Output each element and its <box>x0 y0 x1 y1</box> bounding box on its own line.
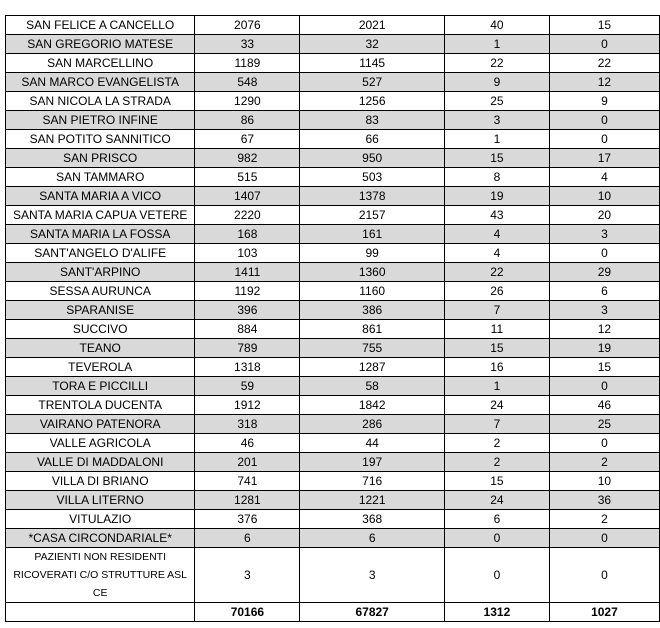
table-row <box>6 263 660 282</box>
value-cell-v2: 58 <box>300 377 445 396</box>
municipality-cell: VALLE DI MADDALONI <box>6 453 195 472</box>
table-row <box>6 548 660 603</box>
value-cell-v1: 376 <box>195 510 300 529</box>
value-cell-v4: 22 <box>549 54 659 73</box>
value-cell-v1: 2076 <box>195 16 300 35</box>
value-cell-v2: 1378 <box>300 187 445 206</box>
table-row <box>6 491 660 510</box>
value-cell-v4: 0 <box>549 244 659 263</box>
value-cell-v3: 2 <box>444 453 549 472</box>
municipality-cell: SANTA MARIA LA FOSSA <box>6 225 195 244</box>
value-cell-v4: 0 <box>549 529 659 548</box>
value-cell-v4: 29 <box>549 263 659 282</box>
table-row <box>6 73 660 92</box>
value-cell-v2: 286 <box>300 415 445 434</box>
value-cell-v4: 12 <box>549 320 659 339</box>
value-cell-v3: 1 <box>444 35 549 54</box>
table-row <box>6 282 660 301</box>
value-cell-v4: 10 <box>549 187 659 206</box>
value-cell-v2: 1842 <box>300 396 445 415</box>
value-cell-v3: 15 <box>444 472 549 491</box>
value-cell-v2: 99 <box>300 244 445 263</box>
table-row <box>6 244 660 263</box>
table-row <box>6 377 660 396</box>
table-row <box>6 225 660 244</box>
value-cell-v2: 67827 <box>300 603 445 622</box>
value-cell-v3: 26 <box>444 282 549 301</box>
value-cell-v4: 3 <box>549 225 659 244</box>
table-row <box>6 92 660 111</box>
municipality-cell: SPARANISE <box>6 301 195 320</box>
municipality-cell: VILLA LITERNO <box>6 491 195 510</box>
municipality-cell: PAZIENTI NON RESIDENTI RICOVERATI C/O STRUTTURE ASL CE <box>6 548 195 603</box>
value-cell-v2: 1160 <box>300 282 445 301</box>
value-cell-v3: 9 <box>444 73 549 92</box>
value-cell-v3: 1312 <box>444 603 549 622</box>
value-cell-v3: 7 <box>444 301 549 320</box>
value-cell-v4: 25 <box>549 415 659 434</box>
value-cell-v2: 44 <box>300 434 445 453</box>
value-cell-v4: 46 <box>549 396 659 415</box>
value-cell-v4: 0 <box>549 434 659 453</box>
value-cell-v3: 19 <box>444 187 549 206</box>
value-cell-v1: 1189 <box>195 54 300 73</box>
value-cell-v1: 6 <box>195 529 300 548</box>
municipality-cell: VILLA DI BRIANO <box>6 472 195 491</box>
value-cell-v3: 6 <box>444 510 549 529</box>
value-cell-v3: 24 <box>444 396 549 415</box>
value-cell-v3: 25 <box>444 92 549 111</box>
municipality-cell: SAN GREGORIO MATESE <box>6 35 195 54</box>
value-cell-v2: 503 <box>300 168 445 187</box>
totals-row <box>6 603 660 622</box>
value-cell-v1: 1290 <box>195 92 300 111</box>
value-cell-v4: 4 <box>549 168 659 187</box>
data-table <box>5 15 660 622</box>
municipality-cell: SUCCIVO <box>6 320 195 339</box>
value-cell-v3: 40 <box>444 16 549 35</box>
value-cell-v3: 15 <box>444 149 549 168</box>
value-cell-v1: 1407 <box>195 187 300 206</box>
value-cell-v3: 22 <box>444 54 549 73</box>
value-cell-v3: 22 <box>444 263 549 282</box>
municipality-cell: VITULAZIO <box>6 510 195 529</box>
table-row <box>6 206 660 225</box>
value-cell-v3: 0 <box>444 548 549 603</box>
value-cell-v2: 32 <box>300 35 445 54</box>
value-cell-v1: 396 <box>195 301 300 320</box>
value-cell-v2: 1360 <box>300 263 445 282</box>
value-cell-v4: 3 <box>549 301 659 320</box>
value-cell-v4: 9 <box>549 92 659 111</box>
value-cell-v2: 6 <box>300 529 445 548</box>
value-cell-v1: 1318 <box>195 358 300 377</box>
value-cell-v2: 1221 <box>300 491 445 510</box>
value-cell-v2: 950 <box>300 149 445 168</box>
value-cell-v2: 197 <box>300 453 445 472</box>
value-cell-v4: 36 <box>549 491 659 510</box>
value-cell-v4: 20 <box>549 206 659 225</box>
municipality-cell: SAN MARCO EVANGELISTA <box>6 73 195 92</box>
municipality-cell: SESSA AURUNCA <box>6 282 195 301</box>
municipality-cell: TEVEROLA <box>6 358 195 377</box>
table-row <box>6 434 660 453</box>
municipality-cell: SANT'ANGELO D'ALIFE <box>6 244 195 263</box>
value-cell-v4: 10 <box>549 472 659 491</box>
table-row <box>6 111 660 130</box>
value-cell-v4: 15 <box>549 358 659 377</box>
table-row <box>6 130 660 149</box>
value-cell-v1: 515 <box>195 168 300 187</box>
municipality-cell: TEANO <box>6 339 195 358</box>
value-cell-v3: 43 <box>444 206 549 225</box>
value-cell-v1: 67 <box>195 130 300 149</box>
value-cell-v1: 741 <box>195 472 300 491</box>
value-cell-v1: 168 <box>195 225 300 244</box>
municipality-cell: TORA E PICCILLI <box>6 377 195 396</box>
value-cell-v1: 1912 <box>195 396 300 415</box>
value-cell-v2: 861 <box>300 320 445 339</box>
value-cell-v2: 1287 <box>300 358 445 377</box>
table-row <box>6 510 660 529</box>
value-cell-v1: 46 <box>195 434 300 453</box>
value-cell-v1: 548 <box>195 73 300 92</box>
table-row <box>6 35 660 54</box>
value-cell-v1: 59 <box>195 377 300 396</box>
municipality-cell: SAN TAMMARO <box>6 168 195 187</box>
value-cell-v2: 2157 <box>300 206 445 225</box>
municipality-cell: VAIRANO PATENORA <box>6 415 195 434</box>
value-cell-v1: 103 <box>195 244 300 263</box>
value-cell-v4: 2 <box>549 453 659 472</box>
table-row <box>6 472 660 491</box>
municipality-cell: SAN POTITO SANNITICO <box>6 130 195 149</box>
value-cell-v4: 19 <box>549 339 659 358</box>
municipality-cell: SAN PRISCO <box>6 149 195 168</box>
value-cell-v1: 789 <box>195 339 300 358</box>
value-cell-v3: 1 <box>444 130 549 149</box>
value-cell-v1: 86 <box>195 111 300 130</box>
value-cell-v3: 15 <box>444 339 549 358</box>
value-cell-v2: 83 <box>300 111 445 130</box>
value-cell-v1: 1192 <box>195 282 300 301</box>
table-row <box>6 187 660 206</box>
table-row <box>6 358 660 377</box>
value-cell-v4: 17 <box>549 149 659 168</box>
municipality-cell: TRENTOLA DUCENTA <box>6 396 195 415</box>
value-cell-v1: 1411 <box>195 263 300 282</box>
value-cell-v1: 318 <box>195 415 300 434</box>
value-cell-v2: 527 <box>300 73 445 92</box>
value-cell-v2: 716 <box>300 472 445 491</box>
table-row <box>6 16 660 35</box>
value-cell-v3: 3 <box>444 111 549 130</box>
value-cell-v3: 24 <box>444 491 549 510</box>
municipality-cell: SAN PIETRO INFINE <box>6 111 195 130</box>
value-cell-v2: 755 <box>300 339 445 358</box>
value-cell-v1: 201 <box>195 453 300 472</box>
table-row <box>6 54 660 73</box>
municipality-cell: SAN FELICE A CANCELLO <box>6 16 195 35</box>
municipality-cell: SANT'ARPINO <box>6 263 195 282</box>
table-body <box>6 16 660 622</box>
value-cell-v3: 8 <box>444 168 549 187</box>
value-cell-v4: 2 <box>549 510 659 529</box>
value-cell-v4: 0 <box>549 377 659 396</box>
value-cell-v3: 11 <box>444 320 549 339</box>
value-cell-v3: 4 <box>444 244 549 263</box>
table-row <box>6 415 660 434</box>
municipality-cell <box>6 603 195 622</box>
table-row <box>6 453 660 472</box>
value-cell-v4: 1027 <box>549 603 659 622</box>
value-cell-v4: 0 <box>549 35 659 54</box>
value-cell-v2: 3 <box>300 548 445 603</box>
value-cell-v3: 0 <box>444 529 549 548</box>
value-cell-v3: 16 <box>444 358 549 377</box>
municipality-cell: SAN NICOLA LA STRADA <box>6 92 195 111</box>
value-cell-v1: 884 <box>195 320 300 339</box>
value-cell-v4: 0 <box>549 130 659 149</box>
table-row <box>6 168 660 187</box>
table-row <box>6 301 660 320</box>
value-cell-v2: 386 <box>300 301 445 320</box>
value-cell-v3: 7 <box>444 415 549 434</box>
municipality-cell: SANTA MARIA CAPUA VETERE <box>6 206 195 225</box>
value-cell-v3: 4 <box>444 225 549 244</box>
municipality-cell: SAN MARCELLINO <box>6 54 195 73</box>
table-row <box>6 339 660 358</box>
value-cell-v4: 0 <box>549 548 659 603</box>
value-cell-v2: 66 <box>300 130 445 149</box>
value-cell-v4: 15 <box>549 16 659 35</box>
value-cell-v1: 3 <box>195 548 300 603</box>
table-row <box>6 529 660 548</box>
value-cell-v4: 12 <box>549 73 659 92</box>
value-cell-v4: 0 <box>549 111 659 130</box>
value-cell-v1: 982 <box>195 149 300 168</box>
value-cell-v1: 70166 <box>195 603 300 622</box>
value-cell-v1: 1281 <box>195 491 300 510</box>
value-cell-v4: 6 <box>549 282 659 301</box>
value-cell-v2: 368 <box>300 510 445 529</box>
value-cell-v2: 161 <box>300 225 445 244</box>
table-row <box>6 320 660 339</box>
value-cell-v2: 1256 <box>300 92 445 111</box>
value-cell-v2: 2021 <box>300 16 445 35</box>
value-cell-v1: 2220 <box>195 206 300 225</box>
value-cell-v3: 2 <box>444 434 549 453</box>
municipality-cell: SANTA MARIA A VICO <box>6 187 195 206</box>
table-row <box>6 396 660 415</box>
value-cell-v1: 33 <box>195 35 300 54</box>
municipality-cell: *CASA CIRCONDARIALE* <box>6 529 195 548</box>
value-cell-v3: 1 <box>444 377 549 396</box>
value-cell-v2: 1145 <box>300 54 445 73</box>
municipality-cell: VALLE AGRICOLA <box>6 434 195 453</box>
table-row <box>6 149 660 168</box>
